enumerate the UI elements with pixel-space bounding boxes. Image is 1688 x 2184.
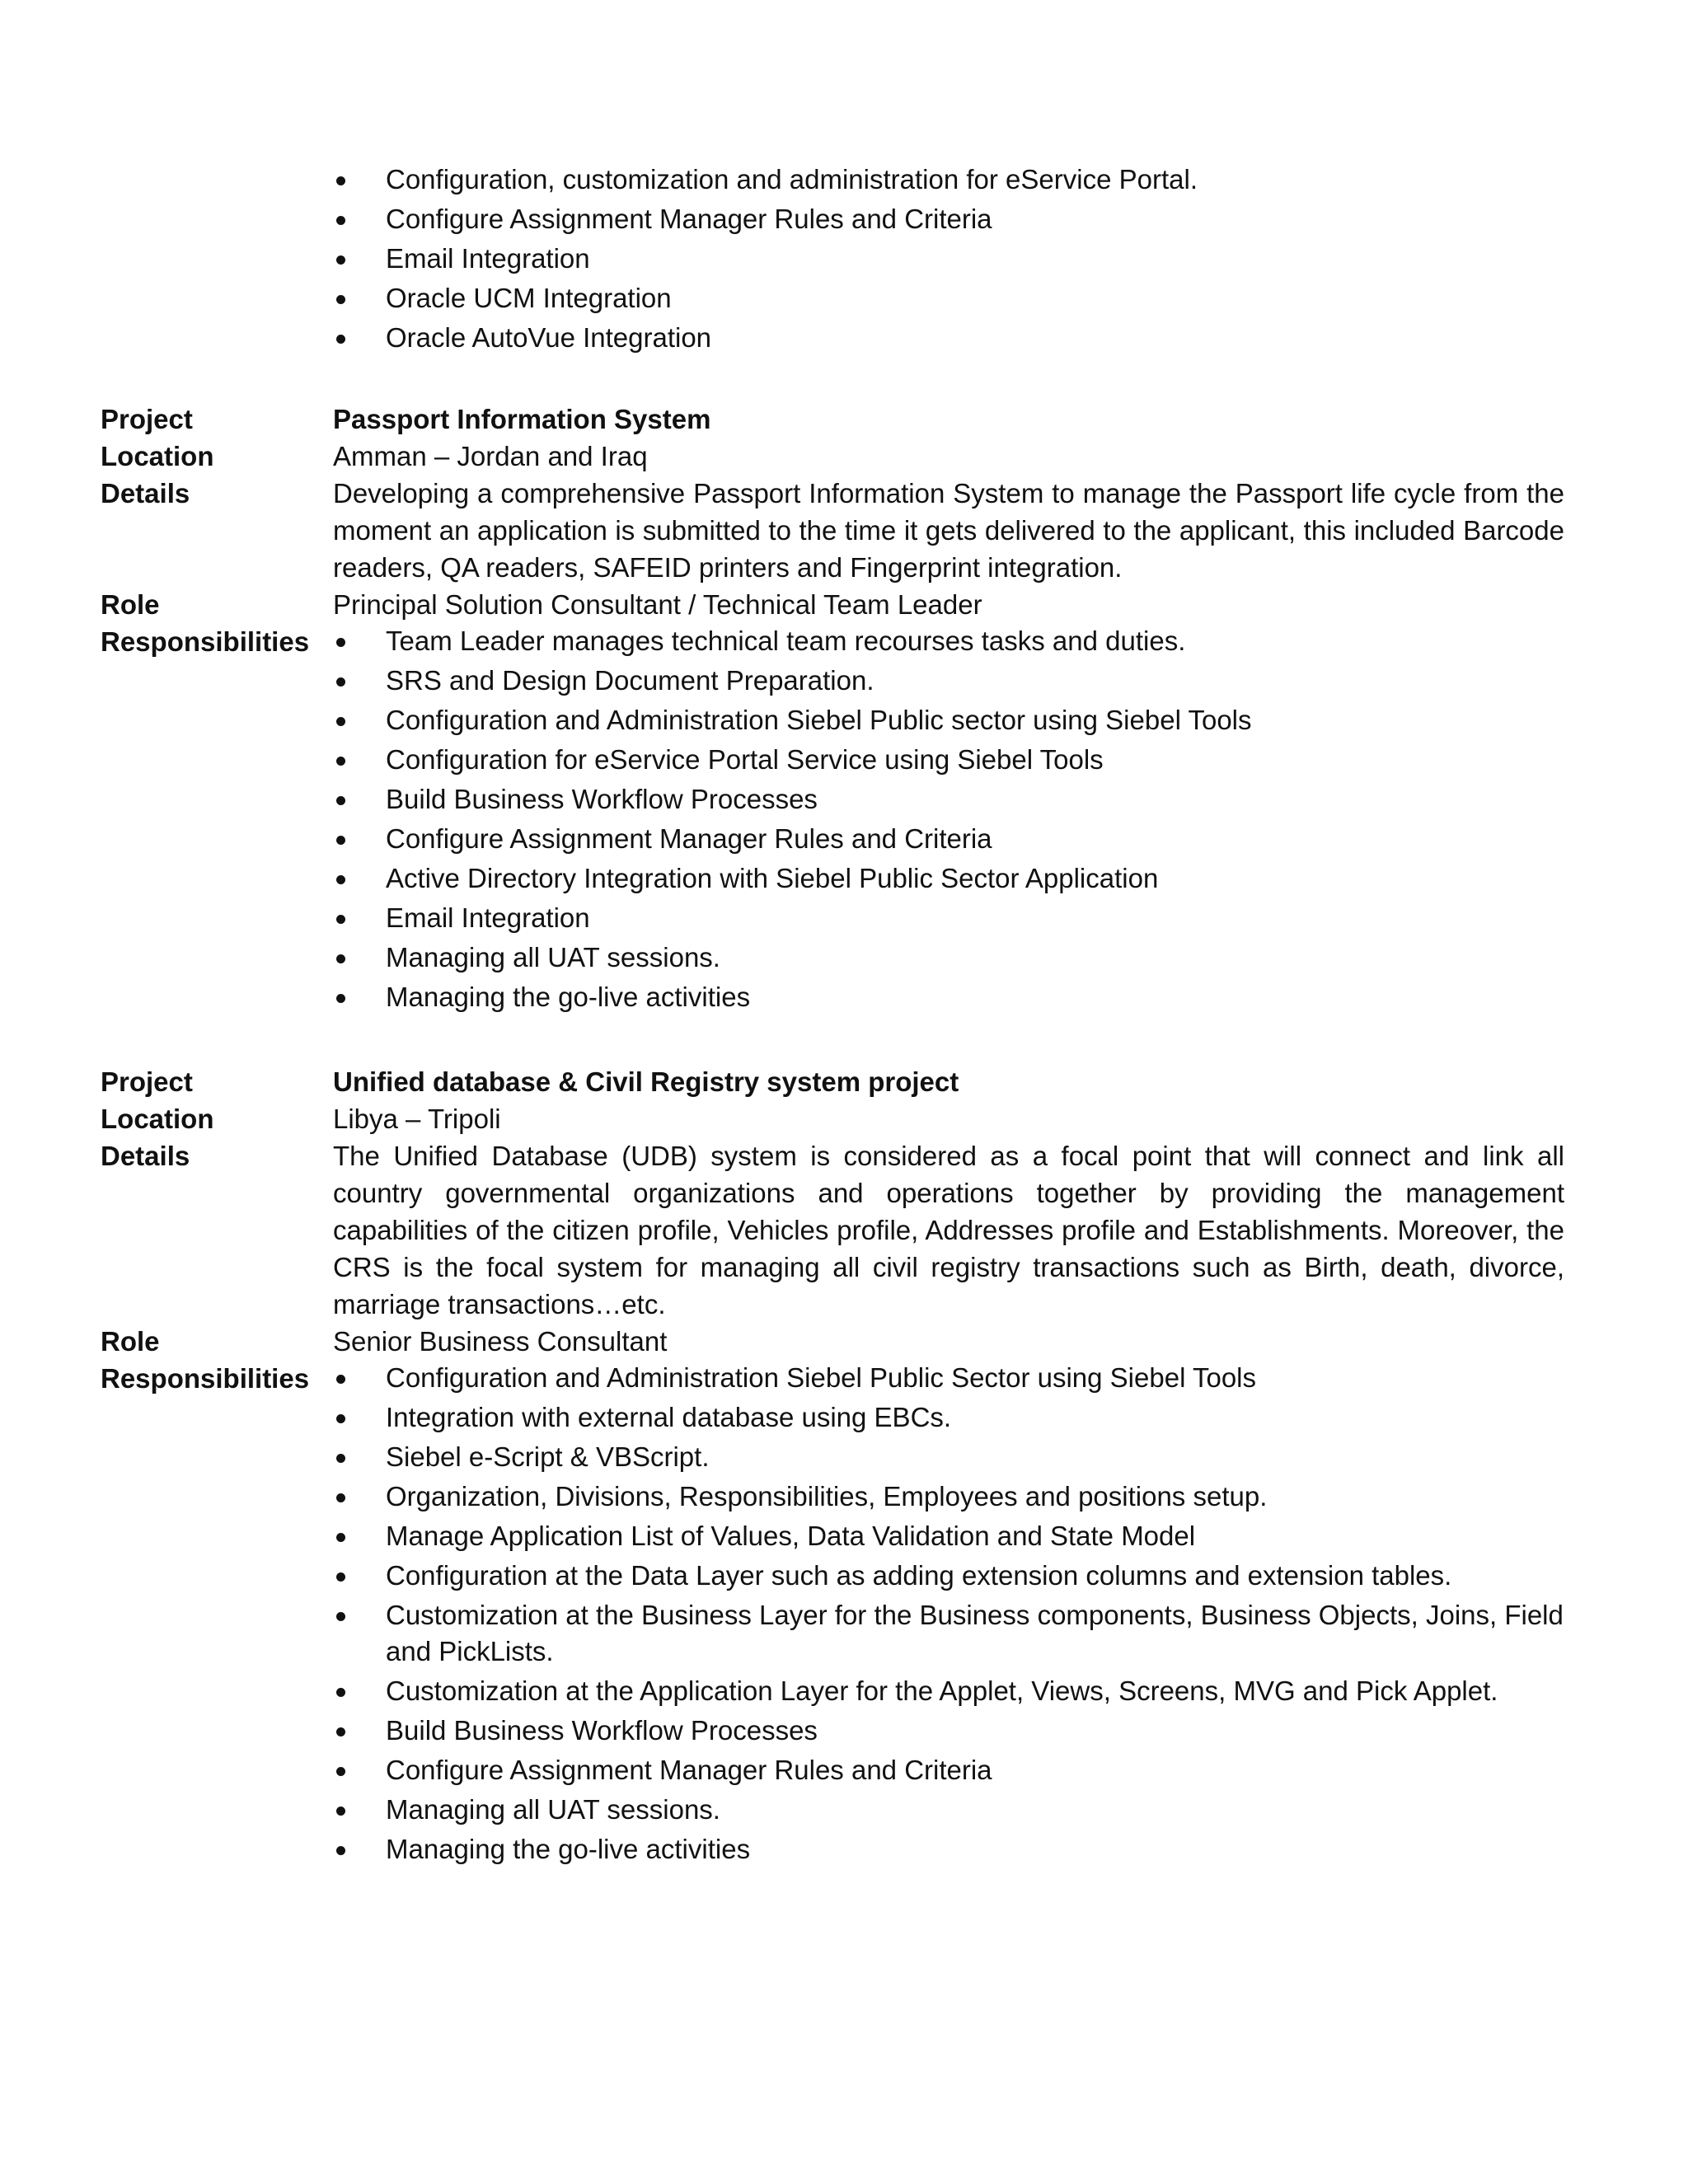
list-item: Oracle UCM Integration — [333, 280, 1586, 316]
list-item: Email Integration — [333, 900, 1584, 936]
bullet-icon — [336, 1533, 345, 1542]
bullet-icon — [336, 176, 345, 185]
intro-bullet-list — [333, 162, 1586, 356]
bullet-icon — [336, 255, 345, 265]
responsibilities-label: Responsibilities — [101, 1363, 310, 1394]
details-label: Details — [101, 1141, 190, 1171]
bullet-icon — [336, 1454, 345, 1463]
list-item: Managing all UAT sessions. — [333, 1792, 1584, 1828]
responsibilities-row — [101, 1360, 1584, 1871]
list-item: Siebel e-Script & VBScript. — [333, 1439, 1584, 1475]
details-row — [101, 475, 1584, 586]
details-row — [101, 1137, 1584, 1323]
role-label: Role — [101, 1326, 160, 1357]
list-item: Integration with external database using EBCs. — [333, 1399, 1584, 1436]
bullet-icon — [336, 638, 345, 647]
list-item: Organization, Divisions, Responsibilities, Employees and positions setup. — [333, 1479, 1584, 1515]
bullet-icon — [336, 1493, 345, 1502]
bullet-icon — [336, 1375, 345, 1384]
location-label: Location — [101, 441, 214, 471]
resume-content — [101, 162, 1584, 1871]
list-item: Build Business Workflow Processes — [333, 1713, 1584, 1749]
list-item: Customization at the Application Layer for the Applet, Views, Screens, MVG and Pick Applet. — [333, 1673, 1584, 1709]
role-row — [101, 586, 1584, 623]
project-label: Project — [101, 404, 193, 434]
list-item: Configuration and Administration Siebel Public Sector using Siebel Tools — [333, 1360, 1584, 1396]
project-label: Project — [101, 1066, 193, 1097]
bullet-icon — [336, 1846, 345, 1855]
bullet-icon — [336, 836, 345, 845]
bullet-icon — [336, 875, 345, 884]
list-item: Configure Assignment Manager Rules and Criteria — [333, 1752, 1584, 1788]
project-name: Unified database & Civil Registry system project — [333, 1066, 959, 1097]
project-name: Passport Information System — [333, 404, 711, 434]
bullet-icon — [336, 1767, 345, 1776]
project-passport — [101, 401, 1584, 1019]
bullet-icon — [336, 1414, 345, 1423]
project-location: Amman – Jordan and Iraq — [333, 441, 648, 471]
project-details: The Unified Database (UDB) system is considered as a focal point that will connect and link all country governmental organizations and operations together by providing the management capabilities of the citizen profile, Vehicles profile, Addresses profile and Establishments. Moreover, the CRS is the focal system for managing all civil registry transactions such as Birth, death, divorce, marriage transactions…etc. — [333, 1141, 1564, 1319]
bullet-icon — [336, 954, 345, 963]
list-item: Manage Application List of Values, Data Validation and State Model — [333, 1518, 1584, 1554]
list-item: Configure Assignment Manager Rules and Criteria — [333, 201, 1586, 237]
project-row — [101, 1063, 1584, 1100]
list-item: Oracle AutoVue Integration — [333, 320, 1586, 356]
list-item: Configuration for eService Portal Service using Siebel Tools — [333, 742, 1584, 778]
responsibilities-row — [101, 623, 1584, 1019]
project-role: Principal Solution Consultant / Technical Team Leader — [333, 589, 982, 620]
list-item: Customization at the Business Layer for the Business components, Business Objects, Joins, Field and PickLists. — [333, 1597, 1584, 1670]
bullet-icon — [336, 1572, 345, 1582]
bullet-icon — [336, 295, 345, 304]
details-label: Details — [101, 478, 190, 509]
project-unified-database — [101, 1063, 1584, 1871]
list-item: Email Integration — [333, 241, 1586, 277]
location-row — [101, 1100, 1584, 1137]
project-location: Libya – Tripoli — [333, 1104, 501, 1134]
role-row — [101, 1323, 1584, 1360]
list-item: Managing all UAT sessions. — [333, 940, 1584, 976]
bullet-icon — [336, 677, 345, 687]
project-role: Senior Business Consultant — [333, 1326, 668, 1357]
location-label: Location — [101, 1104, 214, 1134]
project-row — [101, 401, 1584, 438]
list-item: Build Business Workflow Processes — [333, 781, 1584, 818]
bullet-icon — [336, 1688, 345, 1697]
list-item: Team Leader manages technical team recourses tasks and duties. — [333, 623, 1584, 659]
location-row — [101, 438, 1584, 475]
list-item: Configuration, customization and administration for eService Portal. — [333, 162, 1586, 198]
project-details: Developing a comprehensive Passport Information System to manage the Passport life cycle from the moment an application is submitted to the time it gets delivered to the applicant, this included Barcode readers, QA readers, SAFEID printers and Fingerprint integration. — [333, 478, 1564, 583]
bullet-icon — [336, 994, 345, 1003]
role-label: Role — [101, 589, 160, 620]
bullet-icon — [336, 915, 345, 924]
bullet-icon — [336, 757, 345, 766]
bullet-icon — [336, 1727, 345, 1736]
bullet-icon — [336, 216, 345, 225]
responsibilities-list — [333, 1360, 1584, 1871]
bullet-icon — [336, 796, 345, 805]
list-item: Managing the go-live activities — [333, 979, 1584, 1015]
bullet-icon — [336, 717, 345, 726]
list-item: Configuration at the Data Layer such as adding extension columns and extension tables. — [333, 1558, 1584, 1594]
list-item: Configuration and Administration Siebel Public sector using Siebel Tools — [333, 702, 1584, 738]
responsibilities-list — [333, 623, 1584, 1019]
bullet-icon — [336, 1807, 345, 1816]
bullet-icon — [336, 335, 345, 344]
list-item: Active Directory Integration with Siebel Public Sector Application — [333, 860, 1584, 897]
bullet-icon — [336, 1612, 345, 1621]
responsibilities-label: Responsibilities — [101, 626, 310, 657]
list-item: Managing the go-live activities — [333, 1831, 1584, 1868]
list-item: SRS and Design Document Preparation. — [333, 663, 1584, 699]
list-item: Configure Assignment Manager Rules and Criteria — [333, 821, 1584, 857]
